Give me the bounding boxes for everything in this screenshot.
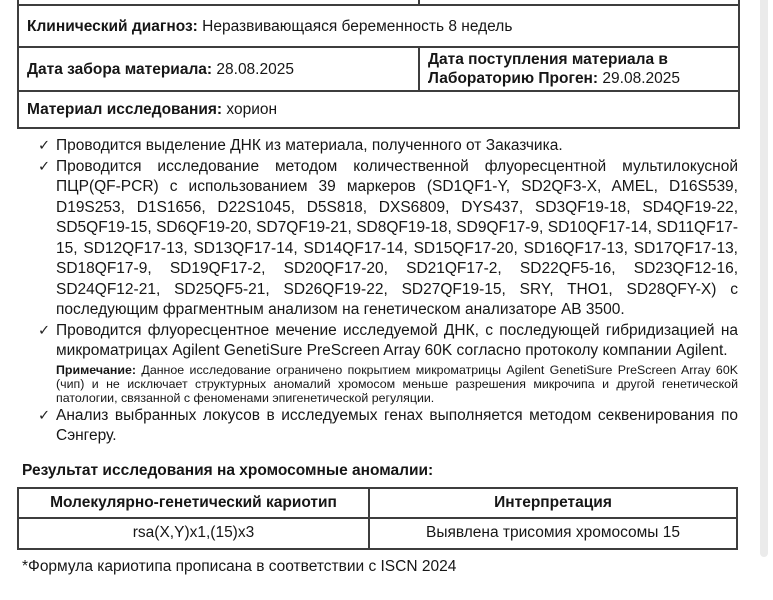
checklist-item-text: Проводится флуоресцентное мечение исследуемой ДНК, с последующей гибридизацией на микроматрицах Agilent GenetiSure PreScreen Array 60K согласно протоколу компании Agilent. — [56, 321, 738, 359]
results-table — [17, 487, 738, 550]
karyotype-column-header: Молекулярно-генетический кариотип — [18, 488, 369, 518]
methods-checklist — [17, 136, 738, 447]
checkmark-icon: ✓ — [38, 407, 51, 424]
report-page — [17, 0, 738, 576]
diagnosis-cell — [18, 5, 739, 47]
checklist-item-text: Проводится выделение ДНК из материала, полученного от Заказчика. — [56, 137, 563, 154]
checkmark-icon: ✓ — [38, 158, 51, 175]
results-data-row — [18, 518, 737, 549]
microarray-note — [56, 363, 738, 405]
checklist-item-dna-extraction — [17, 136, 738, 157]
iscn-footnote: *Формула кариотипа прописана в соответствии с ISCN 2024 — [22, 557, 457, 575]
checklist-item-text: Анализ выбранных локусов в исследуемых генах выполняется методом секвенирования по Сэнгеру. — [56, 406, 738, 444]
diagnosis-row — [18, 5, 739, 47]
dates-row — [18, 47, 739, 91]
scrollbar-thumb[interactable] — [760, 0, 768, 557]
received-date-value: 29.08.2025 — [602, 70, 680, 87]
interpretation-column-header: Интерпретация — [369, 488, 737, 518]
checklist-item-qfpcr — [17, 157, 738, 321]
note-label: Примечание: — [56, 362, 137, 377]
received-date-cell — [419, 47, 739, 91]
received-date-label: Дата поступления материала в Лабораторию Проген: — [428, 51, 668, 87]
karyotype-value: rsa(X,Y)x1,(15)x3 — [18, 518, 369, 549]
material-value: хорион — [226, 101, 278, 118]
material-cell — [18, 91, 739, 128]
checkmark-icon: ✓ — [38, 138, 51, 154]
checkmark-icon: ✓ — [38, 322, 51, 339]
checklist-item-microarray — [17, 321, 738, 406]
results-header-row — [18, 488, 737, 518]
note-text: Данное исследование ограничено покрытием микроматрицы Agilent GenetiSure PreScreen Array 60K (чип) и не исключает структурных аномалий хромосом меньше разрешения микрочипа и другой генетической патологии, связанной с феноменами эпигенетической регуляции. — [56, 362, 738, 405]
collection-date-value: 28.08.2025 — [216, 60, 294, 78]
checklist-item-text: Проводится исследование методом количественной флуоресцентной мультилокусной ПЦР(QF-PCR) с использованием 39 маркеров (SD1QF1-Y, SD2QF3-X, AMEL, D16S539, D19S253, D1S1656, D22S1045, D5S818, DXS6809, DYS437, SD3QF19-18, SD4QF19-22, SD5QF19-15, SD6QF19-20, SD7QF19-21, SD8QF19-18, SD9QF17-9, SD10QF17-14, SD11QF17-15, SD12QF17-13, SD13QF17-14, SD14QF17-14, SD15QF17-20, SD16QF17-13, SD17QF17-13, SD18QF17-9, SD19QF17-2, SD20QF17-20, SD21QF17-2, SD22QF5-16, SD23QF12-16, SD24QF12-21, SD25QF5-21, SD26QF19-22, SD27QF19-15, SRY, THO1, SD28QFY-X) с последующим фрагментным анализом на генетическом анализаторе AB 3500. — [56, 157, 738, 318]
diagnosis-label: Клинический диагноз: — [27, 17, 198, 35]
collection-date-label: Дата забора материала: — [27, 60, 213, 78]
collection-date-cell — [18, 47, 419, 91]
checklist-item-sanger — [17, 406, 738, 447]
diagnosis-value: Неразвивающаяся беременность 8 недель — [202, 17, 513, 35]
header-info-table — [17, 0, 740, 129]
interpretation-value: Выявлена трисомия хромосомы 15 — [369, 518, 737, 549]
material-row — [18, 91, 739, 128]
results-heading: Результат исследования на хромосомные аномалии: — [22, 461, 434, 479]
material-label: Материал исследования: — [27, 101, 223, 118]
